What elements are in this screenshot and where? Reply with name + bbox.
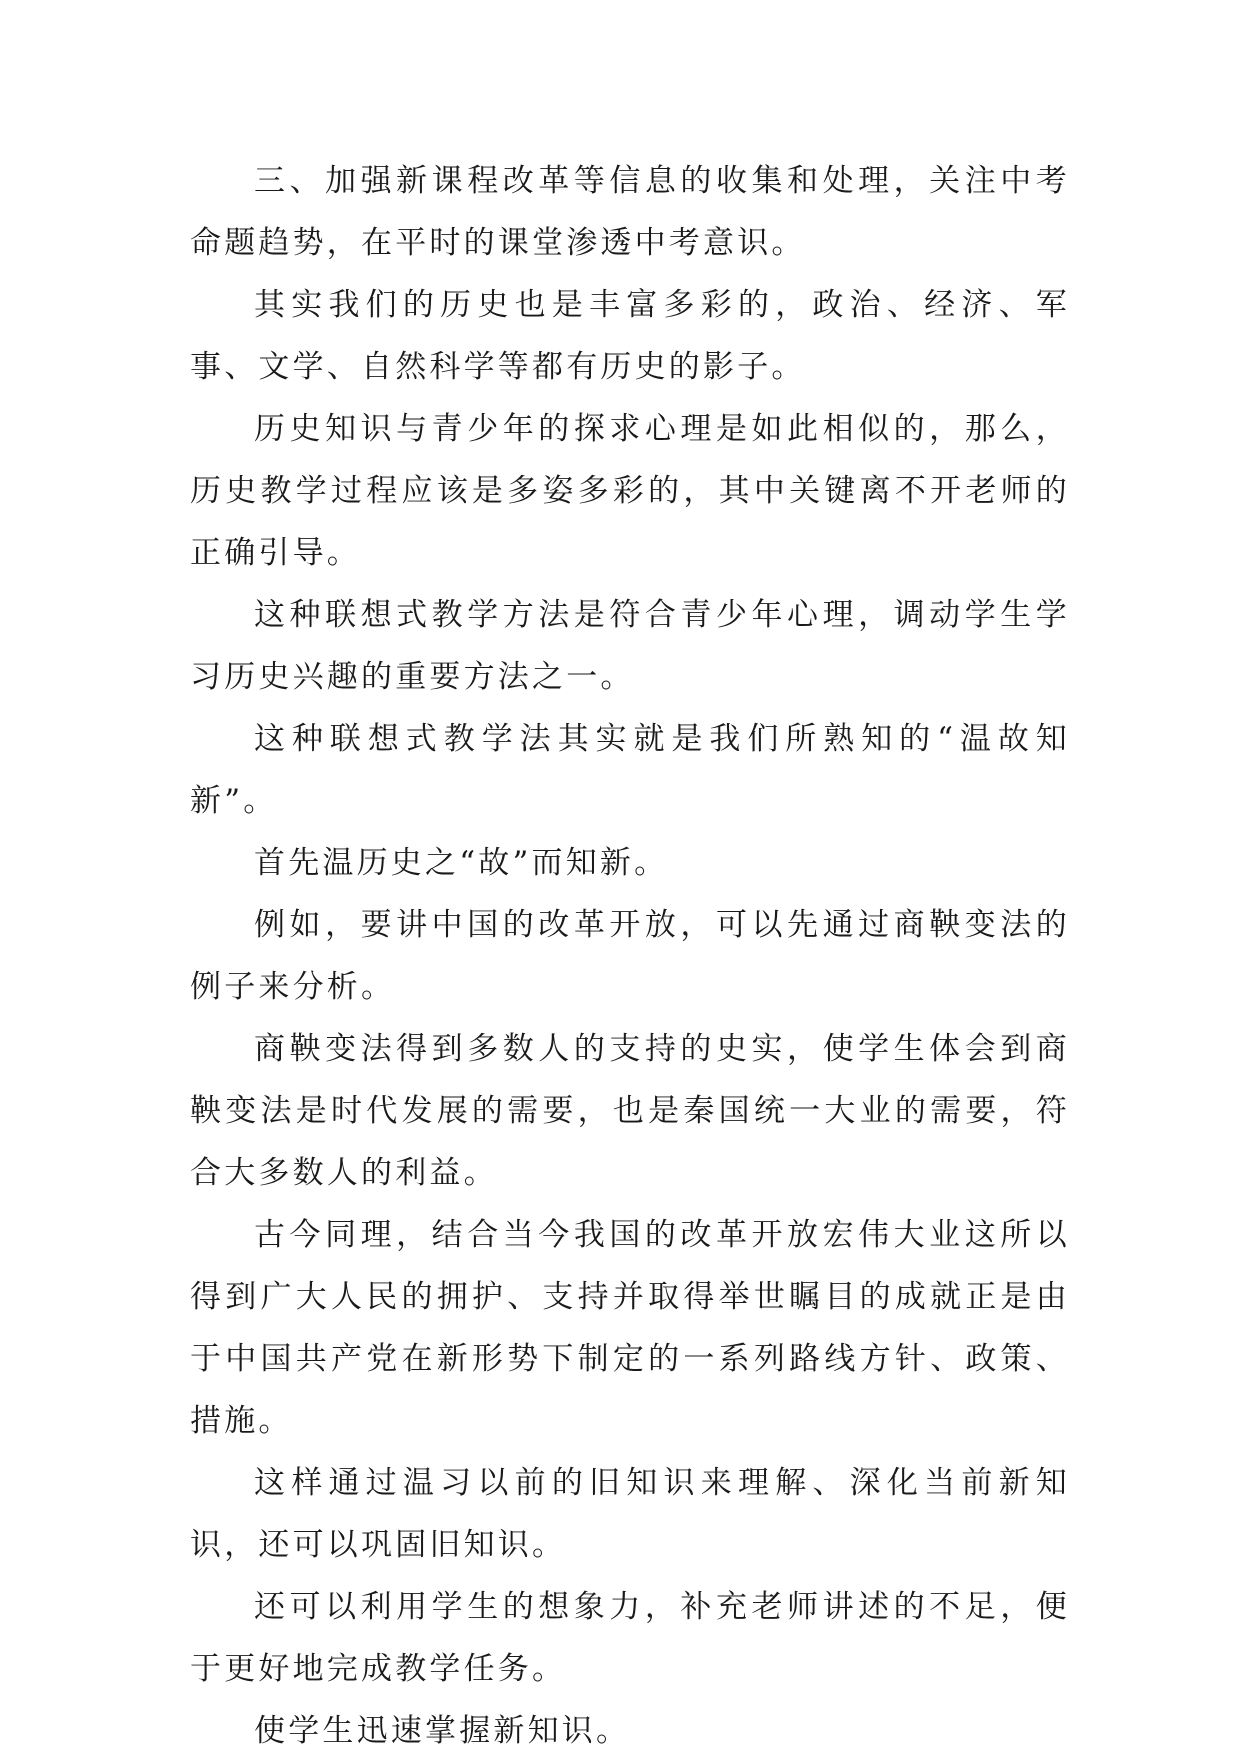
paragraph-2: 其实我们的历史也是丰富多彩的，政治、经济、军事、文学、自然科学等都有历史的影子。 (190, 287, 1070, 385)
paragraph-3: 历史知识与青少年的探求心理是如此相似的，那么，历史教学过程应该是多姿多彩的，其中关键离不开老师的正确引导。 (190, 411, 1070, 571)
paragraph-9: 古今同理，结合当今我国的改革开放宏伟大业这所以得到广大人民的拥护、支持并取得举世瞩目的成就正是由于中国共产党在新形势下制定的一系列路线方针、政策、措施。 (190, 1217, 1070, 1439)
paragraph-11: 还可以利用学生的想象力，补充老师讲述的不足，便于更好地完成教学任务。 (190, 1589, 1070, 1687)
paragraph-10: 这样通过温习以前的旧知识来理解、深化当前新知识，还可以巩固旧知识。 (190, 1465, 1070, 1563)
paragraph-8: 商鞅变法得到多数人的支持的史实，使学生体会到商鞅变法是时代发展的需要，也是秦国统一大业的需要，符合大多数人的利益。 (190, 1031, 1070, 1191)
paragraph-1: 三、加强新课程改革等信息的收集和处理，关注中考命题趋势，在平时的课堂渗透中考意识。 (190, 163, 1070, 261)
paragraph-12: 使学生迅速掌握新知识。 (254, 1713, 631, 1749)
paragraph-4: 这种联想式教学方法是符合青少年心理，调动学生学习历史兴趣的重要方法之一。 (190, 597, 1070, 695)
paragraph-7: 例如，要讲中国的改革开放，可以先通过商鞅变法的例子来分析。 (190, 907, 1070, 1005)
paragraph-5: 这种联想式教学法其实就是我们所熟知的“温故知新”。 (190, 721, 1070, 819)
paragraph-6: 首先温历史之“故”而知新。 (254, 845, 669, 881)
document-body (190, 150, 1070, 1762)
